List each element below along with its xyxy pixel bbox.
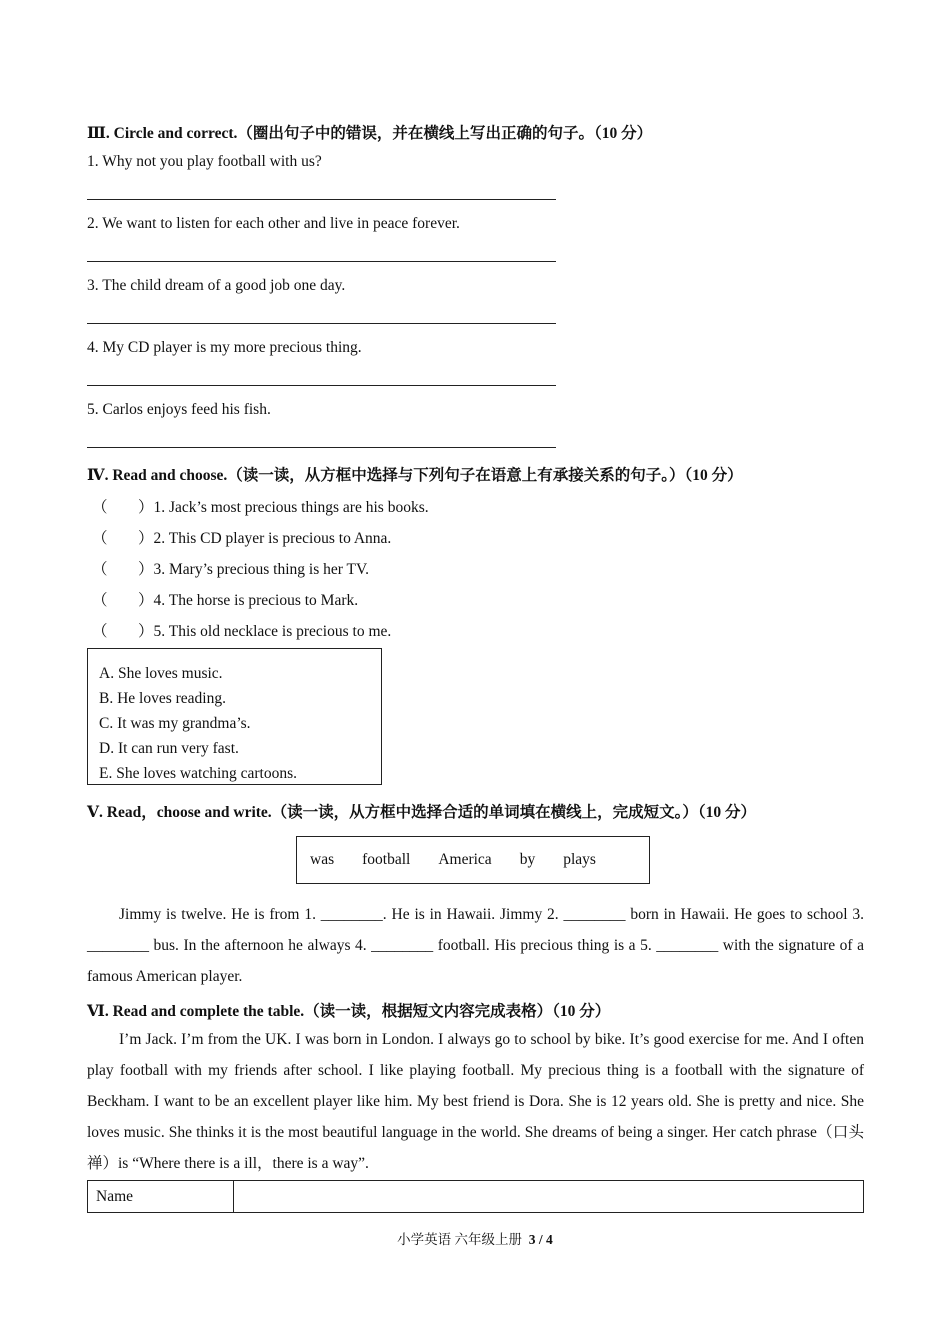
answer-paren: （ xyxy=(92,499,108,516)
s4-item-4[interactable] xyxy=(92,588,358,610)
section-4-title: Ⅳ. Read and choose.（读一读，从方框中选择与下列句子在语意上有承接关系的句子。）（10 分） xyxy=(87,467,743,484)
word-bank-word: by xyxy=(519,851,536,868)
reading-passage: I’m Jack. I’m from the UK. I was born in London. I always go to school by bike. It’s good exercise for me. And I often play football with my friends after school. I like playing football. My precious thing is a football with the signature of Beckham. I want to be an excellent player like him. My best friend is Dora. She is 12 years old. She is pretty and nice. She loves music. She thinks it is the most beautiful language in the world. She dreams of being a singer. Her catch phrase（口头禅）is “Where there is a ill，there is a way”. xyxy=(87,1031,864,1172)
s4-item-3[interactable] xyxy=(92,557,369,579)
word-bank-word: America xyxy=(438,851,492,868)
answer-line-5[interactable] xyxy=(87,447,556,448)
page-number: 3 / 4 xyxy=(528,1232,553,1247)
s4-item-5[interactable] xyxy=(92,619,391,641)
word-bank-box xyxy=(296,836,650,884)
answer-line-3[interactable] xyxy=(87,323,556,324)
s4-item-text: ）4. The horse is precious to Mark. xyxy=(138,592,359,609)
s3-item-1: 1. Why not you play football with us? xyxy=(87,153,322,170)
s4-item-2[interactable] xyxy=(92,526,391,548)
section-6-passage xyxy=(87,1024,864,1179)
s3-item-2: 2. We want to listen for each other and live in peace forever. xyxy=(87,215,460,232)
s4-item-1[interactable] xyxy=(92,495,429,517)
cloze-passage: Jimmy is twelve. He is from 1. ________. He is in Hawaii. Jimmy 2. ________ born in Hawaii. He goes to school 3. ________ bus. In the afternoon he always 4. ________ football. His precious thing is a 5. ________ with the signature of a famous American player. xyxy=(87,906,864,985)
answer-line-1[interactable] xyxy=(87,199,556,200)
section-6-title: Ⅵ. Read and complete the table.（读一读，根据短文内容完成表格）（10 分） xyxy=(87,1003,611,1020)
info-table xyxy=(87,1180,864,1213)
option-c: C. It was my grandma’s. xyxy=(99,715,251,732)
answer-paren: （ xyxy=(92,592,108,609)
option-a: A. She loves music. xyxy=(99,665,223,682)
footer-subject: 小学英语 六年级上册 xyxy=(397,1232,523,1247)
answer-line-2[interactable] xyxy=(87,261,556,262)
word-bank-word: plays xyxy=(563,851,596,868)
s4-item-text: ）3. Mary’s precious thing is her TV. xyxy=(138,561,370,578)
answer-line-4[interactable] xyxy=(87,385,556,386)
s4-item-text: ）1. Jack’s most precious things are his books. xyxy=(138,499,429,516)
option-e: E. She loves watching cartoons. xyxy=(99,765,298,782)
s3-item-5: 5. Carlos enjoys feed his fish. xyxy=(87,401,271,418)
s4-item-text: ）5. This old necklace is precious to me. xyxy=(138,623,392,640)
answer-paren: （ xyxy=(92,530,108,547)
section-5-title: Ⅴ. Read，choose and write.（读一读，从方框中选择合适的单词填在横线上，完成短文。）（10 分） xyxy=(87,804,757,821)
table-header-name: Name xyxy=(88,1181,234,1212)
answer-paren: （ xyxy=(92,561,108,578)
options-box xyxy=(87,648,382,785)
answer-paren: （ xyxy=(92,623,108,640)
s3-item-3: 3. The child dream of a good job one day. xyxy=(87,277,346,294)
option-b: B. He loves reading. xyxy=(99,690,226,707)
table-cell-name-answer[interactable] xyxy=(234,1181,863,1212)
section-5-passage xyxy=(87,899,864,992)
section-3-title: Ⅲ. Circle and correct.（圈出句子中的错误，并在横线上写出正确的句子。（10 分） xyxy=(87,125,653,142)
page-footer xyxy=(0,1228,950,1248)
word-bank-word: football xyxy=(362,851,411,868)
option-d: D. It can run very fast. xyxy=(99,740,239,757)
word-bank-word: was xyxy=(310,851,335,868)
s3-item-4: 4. My CD player is my more precious thing. xyxy=(87,339,362,356)
s4-item-text: ）2. This CD player is precious to Anna. xyxy=(138,530,392,547)
